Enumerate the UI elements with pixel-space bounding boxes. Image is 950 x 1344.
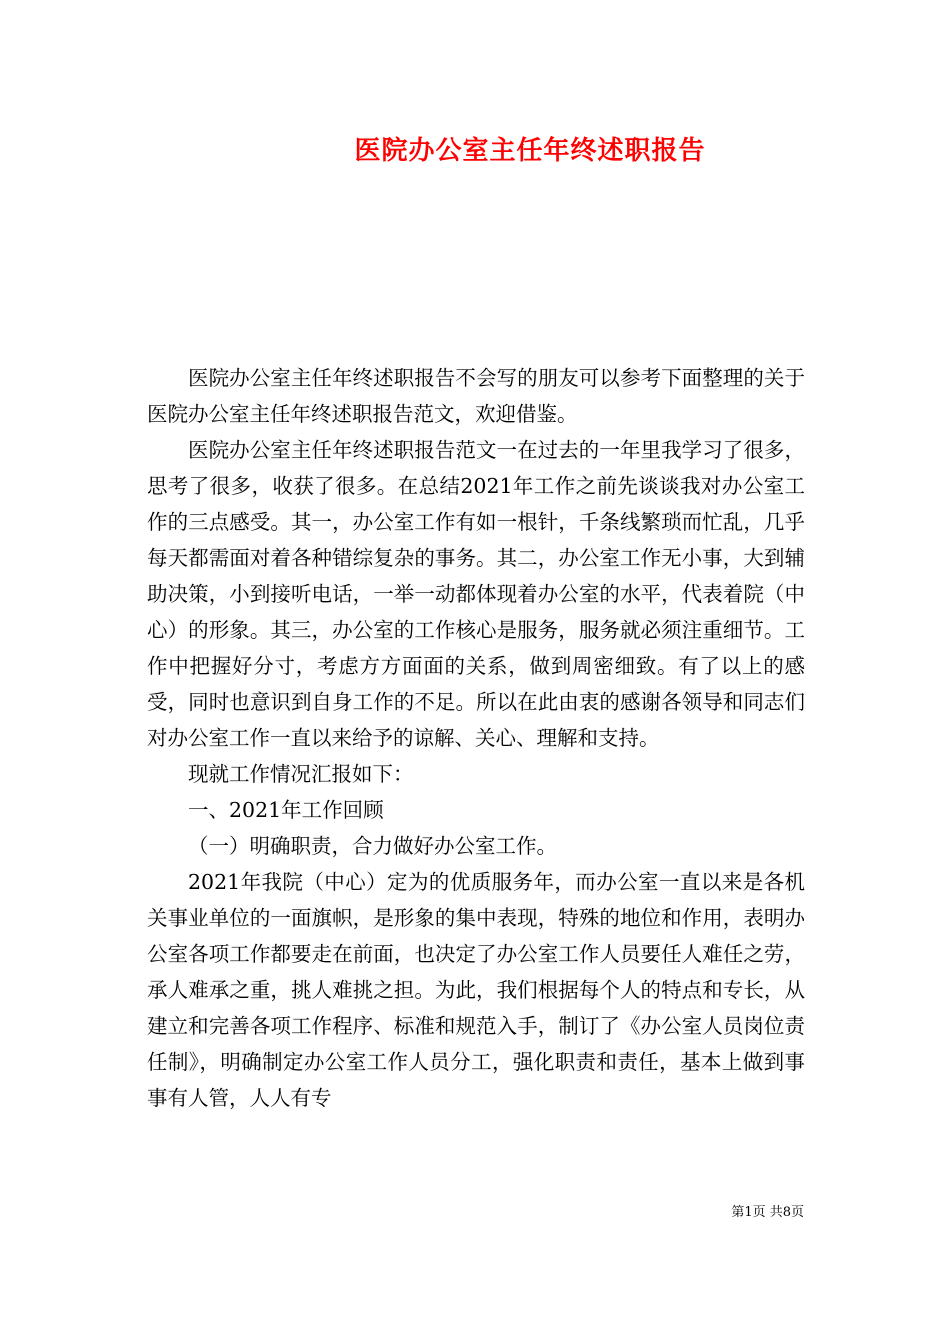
document-title: 医院办公室主任年终述职报告 <box>354 136 706 166</box>
document-body <box>147 360 805 1116</box>
paragraph-service-year: 2021年我院（中心）定为的优质服务年，而办公室一直以来是各机关事业单位的一面旗帜，是形象的集中表现，特殊的地位和作用，表明办公室各项工作都要走在前面，也决定了办公室工作人员要任人难任之劳，承人难承之重，挑人难挑之担。为此，我们根据每个人的特点和专长，从建立和完善各项工作程序、标准和规范入手，制订了《办公室人员岗位责任制》，明确制定办公室工作人员分工，强化职责和责任，基本上做到事事有人管，人人有专 <box>147 870 805 1110</box>
paragraph-intro: 医院办公室主任年终述职报告不会写的朋友可以参考下面整理的关于医院办公室主任年终述职报告范文，欢迎借鉴。 <box>147 366 805 426</box>
paragraph-report-lead: 现就工作情况汇报如下： <box>188 762 414 786</box>
page-number: 第1页 共8页 <box>731 1205 804 1220</box>
section-heading-review: 一、2021年工作回顾 <box>188 798 384 822</box>
paragraph-sample-one: 医院办公室主任年终述职报告范文一在过去的一年里我学习了很多，思考了很多，收获了很多。在总结2021年工作之前先谈谈我对办公室工作的三点感受。其一，办公室工作有如一根针，千条线繁琐而忙乱，几乎每天都需面对着各种错综复杂的事务。其二，办公室工作无小事，大到辅助决策，小到接听电话，一举一动都体现着办公室的水平，代表着院（中心）的形象。其三，办公室的工作核心是服务，服务就必须注重细节。工作中把握好分寸，考虑方方面面的关系，做到周密细致。有了以上的感受，同时也意识到自身工作的不足。所以在此由衷的感谢各领导和同志们对办公室工作一直以来给予的谅解、关心、理解和支持。 <box>147 438 805 750</box>
subsection-heading-duties: （一）明确职责，合力做好办公室工作。 <box>188 834 557 858</box>
